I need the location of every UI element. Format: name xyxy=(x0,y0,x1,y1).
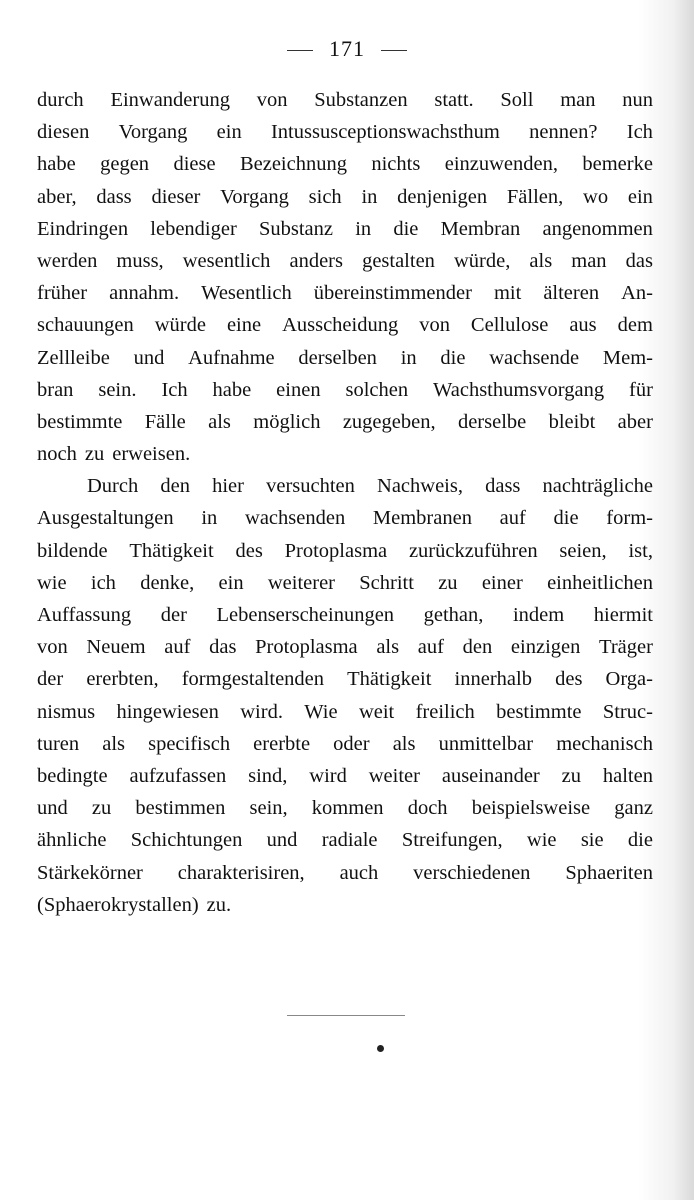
word: Substanzen xyxy=(314,89,408,111)
word: als xyxy=(102,732,125,755)
word: ähnliche xyxy=(37,829,107,852)
word: früher xyxy=(37,282,88,305)
word: als xyxy=(529,249,553,272)
word: gethan, xyxy=(423,604,484,626)
word: wie xyxy=(526,829,557,852)
word: beispielsweise xyxy=(471,797,591,820)
text-line xyxy=(37,696,653,728)
word: seien, xyxy=(559,539,607,562)
word: und xyxy=(133,346,165,369)
text-line xyxy=(37,567,653,599)
word: eine xyxy=(226,314,262,337)
text-line xyxy=(37,824,653,856)
word: charakterisiren, xyxy=(177,861,305,884)
word: bleibt xyxy=(548,410,596,433)
word: halten xyxy=(602,764,653,787)
word: Orga- xyxy=(605,668,653,691)
word: formgestaltenden xyxy=(181,668,325,691)
word: bestimmte xyxy=(37,410,123,433)
word: in xyxy=(355,217,372,240)
end-rule xyxy=(287,1015,405,1016)
word: ein xyxy=(627,185,653,208)
word: auseinander xyxy=(441,764,540,787)
word: auf xyxy=(164,636,191,659)
text-line xyxy=(37,181,653,213)
word: Fälle xyxy=(144,410,186,433)
word: Vorgang xyxy=(220,185,289,208)
word: Zellleibe xyxy=(37,346,110,369)
word: in xyxy=(201,507,218,530)
word: derselbe xyxy=(457,410,527,433)
word: indem xyxy=(512,604,565,626)
word: annahm. xyxy=(109,282,180,305)
word: denjenigen xyxy=(397,185,488,208)
word: Protoplasma xyxy=(284,539,388,562)
word: kommen xyxy=(311,797,384,820)
word: aufzufassen xyxy=(129,764,227,787)
word: zugegeben, xyxy=(342,410,436,433)
word: Ausgestaltungen xyxy=(37,507,174,530)
text-line xyxy=(37,84,653,116)
word: nachträgliche xyxy=(542,475,653,498)
text-line xyxy=(37,374,653,406)
word: sich xyxy=(308,185,342,208)
word: versuchten xyxy=(266,475,355,498)
word: bemerke xyxy=(582,153,653,176)
word: oder xyxy=(333,732,370,755)
word: ganz xyxy=(614,797,653,820)
word: Schritt xyxy=(359,571,414,594)
word: Ich xyxy=(161,378,188,401)
word: aber, xyxy=(37,185,77,208)
word: dass xyxy=(485,475,521,498)
word: aus xyxy=(569,314,597,337)
word: einer xyxy=(481,571,523,594)
word: Intussusceptionswachsthum xyxy=(270,121,500,144)
text-line xyxy=(37,148,653,180)
word: bedingte xyxy=(37,764,108,787)
word: wo xyxy=(583,185,609,208)
page-number: 171 xyxy=(329,36,365,61)
word: aber xyxy=(617,410,653,433)
word: anders xyxy=(289,249,343,272)
word: man xyxy=(560,89,596,111)
word: einzuwenden, xyxy=(444,153,558,176)
word: des xyxy=(235,539,263,562)
word: bestimmte xyxy=(496,700,582,723)
text-line xyxy=(37,663,653,695)
word: Wesentlich xyxy=(201,282,292,305)
word: einzigen xyxy=(510,636,581,659)
word: diese xyxy=(173,153,216,176)
word: An- xyxy=(621,282,653,305)
word: hier xyxy=(212,475,244,498)
word: bestimmen xyxy=(135,797,226,820)
word: Neuem xyxy=(86,636,146,659)
word: statt. xyxy=(434,89,474,111)
word: dem xyxy=(617,314,653,337)
word: man xyxy=(571,249,607,272)
word: Vorgang xyxy=(118,121,188,144)
word: nennen? xyxy=(529,121,598,144)
word: Substanz xyxy=(258,217,334,240)
word: Thätigkeit xyxy=(347,668,432,691)
word: Soll xyxy=(500,89,534,111)
text-line xyxy=(37,631,653,663)
word: Durch xyxy=(87,475,139,498)
word: werden xyxy=(37,249,98,272)
word: die xyxy=(627,829,653,852)
word: nismus xyxy=(37,700,96,723)
word: einheitlichen xyxy=(547,571,653,594)
word: Ausscheidung xyxy=(282,314,399,337)
word: zu xyxy=(91,797,112,820)
word: von xyxy=(419,314,450,337)
word: einen xyxy=(276,378,321,401)
text-line xyxy=(37,213,653,245)
text-line xyxy=(37,116,653,148)
word: auf xyxy=(417,636,444,659)
word: zurückzuführen xyxy=(408,539,538,562)
word: durch xyxy=(37,89,84,111)
word: denke, xyxy=(140,571,195,594)
word: das xyxy=(209,636,237,659)
word: Thätigkeit xyxy=(129,539,214,562)
word: von xyxy=(256,89,288,111)
word: Fällen, xyxy=(506,185,564,208)
text-line xyxy=(37,438,653,470)
word: gestalten xyxy=(362,249,435,272)
word: form- xyxy=(606,507,653,530)
word: nun xyxy=(622,89,653,111)
word: Struc- xyxy=(602,700,653,723)
word: weiterer xyxy=(267,571,335,594)
word: und xyxy=(266,829,298,852)
body-text xyxy=(37,84,653,921)
word: zu xyxy=(438,571,458,594)
word: des xyxy=(555,668,583,691)
word: das xyxy=(625,249,653,272)
word: nichts xyxy=(371,153,421,176)
word: habe xyxy=(37,153,76,176)
word: der xyxy=(160,604,187,626)
word: radiale xyxy=(321,829,378,852)
text-line xyxy=(37,760,653,792)
word: angenommen xyxy=(542,217,653,240)
word: Sphaeriten xyxy=(565,861,653,884)
word: in xyxy=(361,185,378,208)
word: sind, xyxy=(248,764,288,787)
word: für xyxy=(629,378,653,401)
text-line xyxy=(37,470,653,502)
word: Wachsthumsvorgang xyxy=(433,378,605,401)
word: die xyxy=(553,507,579,530)
word: dass xyxy=(96,185,132,208)
header-dash-left xyxy=(287,50,313,51)
word: bran xyxy=(37,378,74,401)
word: die xyxy=(440,346,466,369)
word: derselben xyxy=(298,346,377,369)
text-line xyxy=(37,406,653,438)
word: ererbte xyxy=(253,732,311,755)
word: wachsende xyxy=(489,346,580,369)
text-line xyxy=(37,792,653,824)
text-line xyxy=(37,599,653,631)
word: sein. xyxy=(98,378,137,401)
word: unmittelbar xyxy=(438,732,534,755)
word: zu xyxy=(561,764,581,787)
word: in xyxy=(400,346,417,369)
word: Bezeichnung xyxy=(239,153,347,176)
text-line xyxy=(37,277,653,309)
word: hiermit xyxy=(593,604,653,626)
word: älteren xyxy=(543,282,600,305)
word: ich xyxy=(90,571,116,594)
word: auch xyxy=(339,861,379,884)
word: ein xyxy=(218,571,244,594)
word: Träger xyxy=(599,636,653,659)
word: wachsenden xyxy=(245,507,346,530)
text-line xyxy=(37,728,653,760)
word: doch xyxy=(407,797,448,820)
word: hingewiesen xyxy=(116,700,219,723)
word: wie xyxy=(37,571,67,594)
word: innerhalb xyxy=(454,668,532,691)
word: übereinstimmender xyxy=(313,282,472,305)
text-line xyxy=(37,309,653,341)
word: muss, xyxy=(116,249,164,272)
word: noch xyxy=(37,443,77,466)
word: als xyxy=(208,410,231,433)
word: ein xyxy=(216,121,242,144)
word: die xyxy=(393,217,419,240)
text-line xyxy=(37,857,653,889)
word: Mem- xyxy=(602,346,653,369)
word: (Sphaerokrystallen) xyxy=(37,893,199,916)
word: mechanisch xyxy=(556,732,653,755)
word: gegen xyxy=(100,153,150,176)
paragraph-2 xyxy=(37,470,653,921)
word: wird. xyxy=(240,700,283,723)
word: freilich xyxy=(415,700,475,723)
word: sein, xyxy=(249,797,288,820)
word: Nachweis, xyxy=(377,475,463,498)
word: sie xyxy=(580,829,604,852)
word: diesen xyxy=(37,121,90,144)
end-dot xyxy=(377,1045,384,1052)
word: Protoplasma xyxy=(255,636,358,659)
word: Schichtungen xyxy=(130,829,243,852)
text-line xyxy=(37,342,653,374)
word: den xyxy=(462,636,493,659)
word: verschiedenen xyxy=(413,861,531,884)
word: der xyxy=(37,668,64,691)
word: mit xyxy=(493,282,522,305)
header-dash-right xyxy=(381,50,407,51)
word: Einwanderung xyxy=(110,89,230,111)
word: Auffassung xyxy=(37,604,132,626)
word: Stärkekörner xyxy=(37,861,143,884)
word: weit xyxy=(358,700,395,723)
word: lebendiger xyxy=(150,217,237,240)
text-line xyxy=(37,889,653,921)
word: specifisch xyxy=(148,732,231,755)
word: dieser xyxy=(151,185,201,208)
word: Membran xyxy=(440,217,521,240)
word: ist, xyxy=(628,539,653,562)
word: weiter xyxy=(368,764,420,787)
word: Streifungen, xyxy=(401,829,503,852)
word: als xyxy=(392,732,416,755)
text-line xyxy=(37,245,653,277)
word: habe xyxy=(212,378,252,401)
word: turen xyxy=(37,732,80,755)
word: Membranen xyxy=(372,507,472,530)
word: als xyxy=(376,636,400,659)
word: würde, xyxy=(454,249,511,272)
word: Wie xyxy=(304,700,338,723)
word: möglich xyxy=(253,410,321,433)
word: und xyxy=(37,797,68,820)
paragraph-1 xyxy=(37,84,653,470)
word: wesentlich xyxy=(182,249,271,272)
text-line xyxy=(37,535,653,567)
page-header xyxy=(0,36,694,62)
word: ererbten, xyxy=(86,668,159,691)
word: von xyxy=(37,636,68,659)
word: Aufnahme xyxy=(188,346,275,369)
word: zu xyxy=(84,443,105,466)
word: schauungen xyxy=(37,314,134,337)
word: wird xyxy=(309,764,347,787)
word: bildende xyxy=(37,539,108,562)
word: den xyxy=(160,475,190,498)
word: erweisen. xyxy=(112,443,191,466)
word: solchen xyxy=(345,378,409,401)
word: auf xyxy=(499,507,526,530)
word: Lebenserscheinungen xyxy=(216,604,395,626)
word: Cellulose xyxy=(470,314,549,337)
text-line xyxy=(37,502,653,534)
word: würde xyxy=(154,314,206,337)
word: zu. xyxy=(206,893,232,916)
word: Eindringen xyxy=(37,217,129,240)
word: Ich xyxy=(626,121,653,144)
